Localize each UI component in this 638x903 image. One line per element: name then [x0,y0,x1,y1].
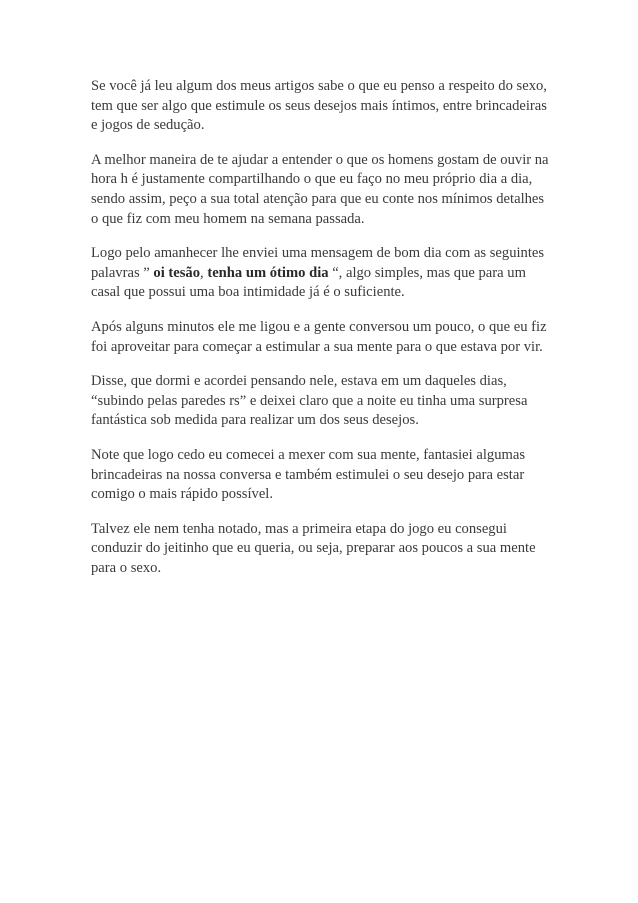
paragraph-2: A melhor maneira de te ajudar a entender o que os homens gostam de ouvir na hora h é justamente compartilhando o que eu faço no meu próprio dia a dia, sendo assim, peço a sua total atenção para que eu conte nos mínimos detalhes o que fiz com meu homem na semana passada. [91,151,549,227]
document-body [91,77,551,593]
bold-phrase-tenha-um-otimo-dia: tenha um ótimo dia [207,264,329,281]
paragraph-3-text-after: “, algo simples, mas que para um casal que possui uma boa intimidade já é o suficiente. [91,264,526,301]
paragraph-5: Disse, que dormi e acordei pensando nele, estava em um daqueles dias, “subindo pelas paredes rs” e deixei claro que a noite eu tinha uma surpresa fantástica sob medida para realizar um dos seus desejos. [91,373,528,429]
paragraph-4: Após alguns minutos ele me ligou e a gente conversou um pouco, o que eu fiz foi aproveitar para começar a estimular a sua mente para o que estava por vir. [91,318,547,355]
paragraph-3-comma: , [200,264,208,281]
bold-phrase-oi-tesao: oi tesão [153,264,201,281]
paragraph-1: Se você já leu algum dos meus artigos sabe o que eu penso a respeito do sexo, tem que ser algo que estimule os seus desejos mais íntimos, entre brincadeiras e jogos de sedução. [91,78,547,134]
paragraph-3-text-before: Logo pelo amanhecer lhe enviei uma mensagem de bom dia com as seguintes palavras ” [91,245,545,281]
paragraph-6: Note que logo cedo eu comecei a mexer com sua mente, fantasiei algumas brincadeiras na nossa conversa e também estimulei o seu desejo para estar comigo o mais rápido possível. [91,446,525,503]
paragraph-7: Talvez ele nem tenha notado, mas a primeira etapa do jogo eu consegui conduzir do jeitinho que eu queria, ou seja, preparar aos poucos a sua mente para o sexo. [91,520,536,576]
paragraph-3 [91,244,551,303]
